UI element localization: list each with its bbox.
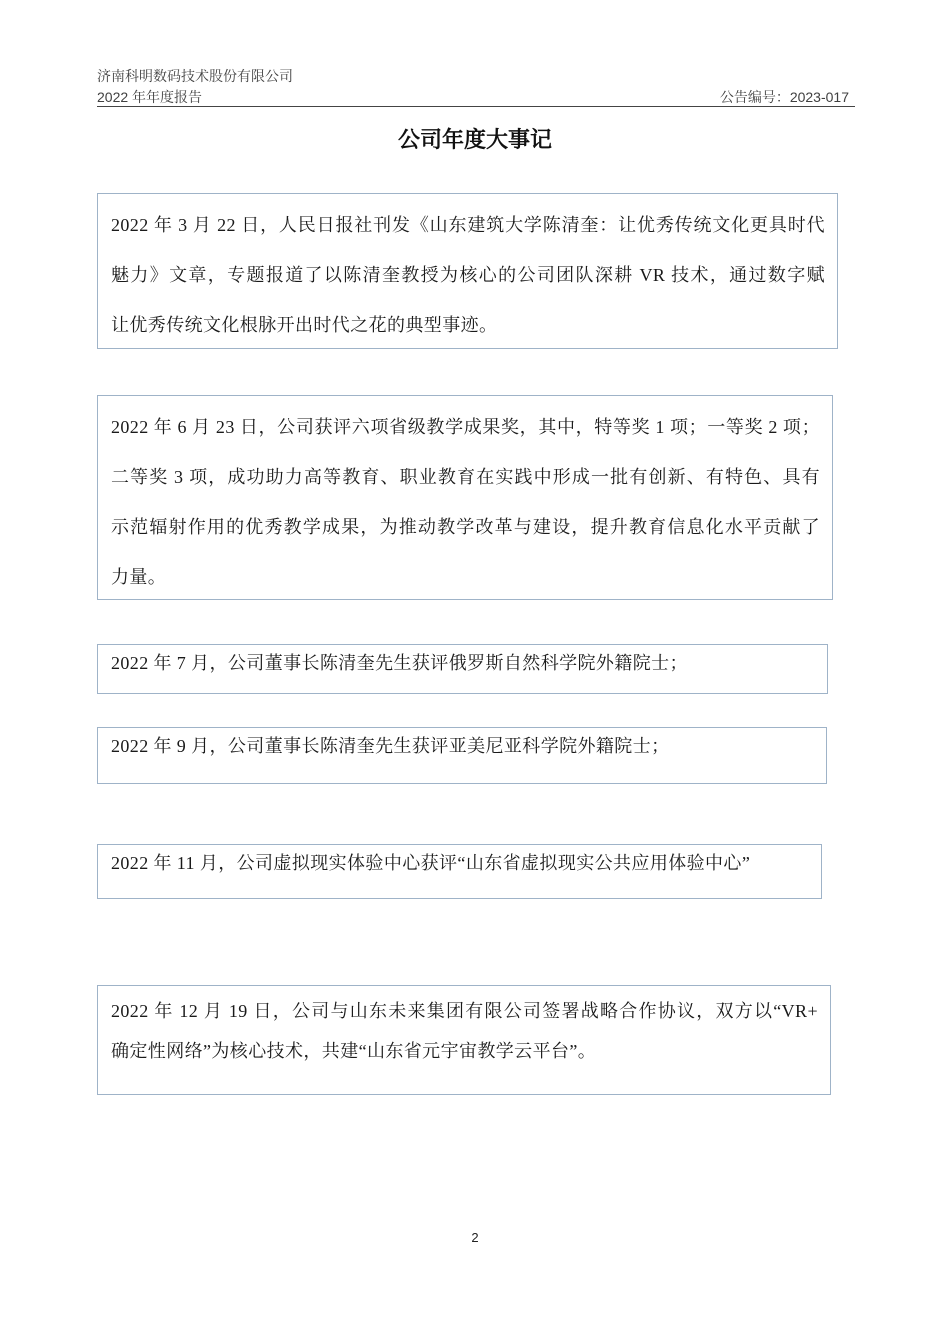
event-line: 2022 年 9 月，公司董事长陈清奎先生获评亚美尼亚科学院外籍院士； [111, 736, 670, 756]
header-notice-number: 公告编号：2023-017 [719, 89, 849, 105]
event-box-december [97, 985, 831, 1095]
event-line: 魅力》文章，专题报道了以陈清奎教授为核心的公司团队深耕 VR 技术，通过数字赋 [111, 265, 825, 285]
event-line: 示范辐射作用的优秀教学成果，为推动教学改革与建设，提升教育信息化水平贡献了 [111, 517, 820, 537]
event-box-march [97, 193, 838, 349]
event-box-november [97, 844, 822, 899]
page-title: 公司年度大事记 [397, 127, 552, 152]
event-line: 让优秀传统文化根脉开出时代之花的典型事迹。 [111, 315, 498, 335]
header-rule [97, 106, 855, 107]
event-line: 2022 年 3 月 22 日，人民日报社刊发《山东建筑大学陈清奎：让优秀传统文化更具时代 [111, 215, 825, 235]
event-line: 2022 年 7 月，公司董事长陈清奎先生获评俄罗斯自然科学院外籍院士； [111, 653, 688, 673]
event-line: 确定性网络”为核心技术，共建“山东省元宇宙教学云平台”。 [111, 1041, 597, 1061]
header-company-name: 济南科明数码技术股份有限公司 [97, 68, 293, 84]
event-line: 力量。 [111, 567, 167, 587]
event-box-june [97, 395, 833, 600]
event-box-july [97, 644, 828, 694]
event-box-september [97, 727, 827, 784]
page-number: 2 [471, 1230, 479, 1245]
event-line: 2022 年 11 月，公司虚拟现实体验中心获评“山东省虚拟现实公共应用体验中心” [111, 853, 751, 873]
event-line: 二等奖 3 项，成功助力高等教育、职业教育在实践中形成一批有创新、有特色、具有 [111, 467, 820, 487]
event-line: 2022 年 12 月 19 日，公司与山东未来集团有限公司签署战略合作协议，双方以“VR+ [111, 1001, 818, 1021]
header-report-title: 2022 年年度报告 [97, 89, 203, 105]
event-line: 2022 年 6 月 23 日，公司获评六项省级教学成果奖，其中，特等奖 1 项；一等奖 2 项； [111, 417, 820, 437]
